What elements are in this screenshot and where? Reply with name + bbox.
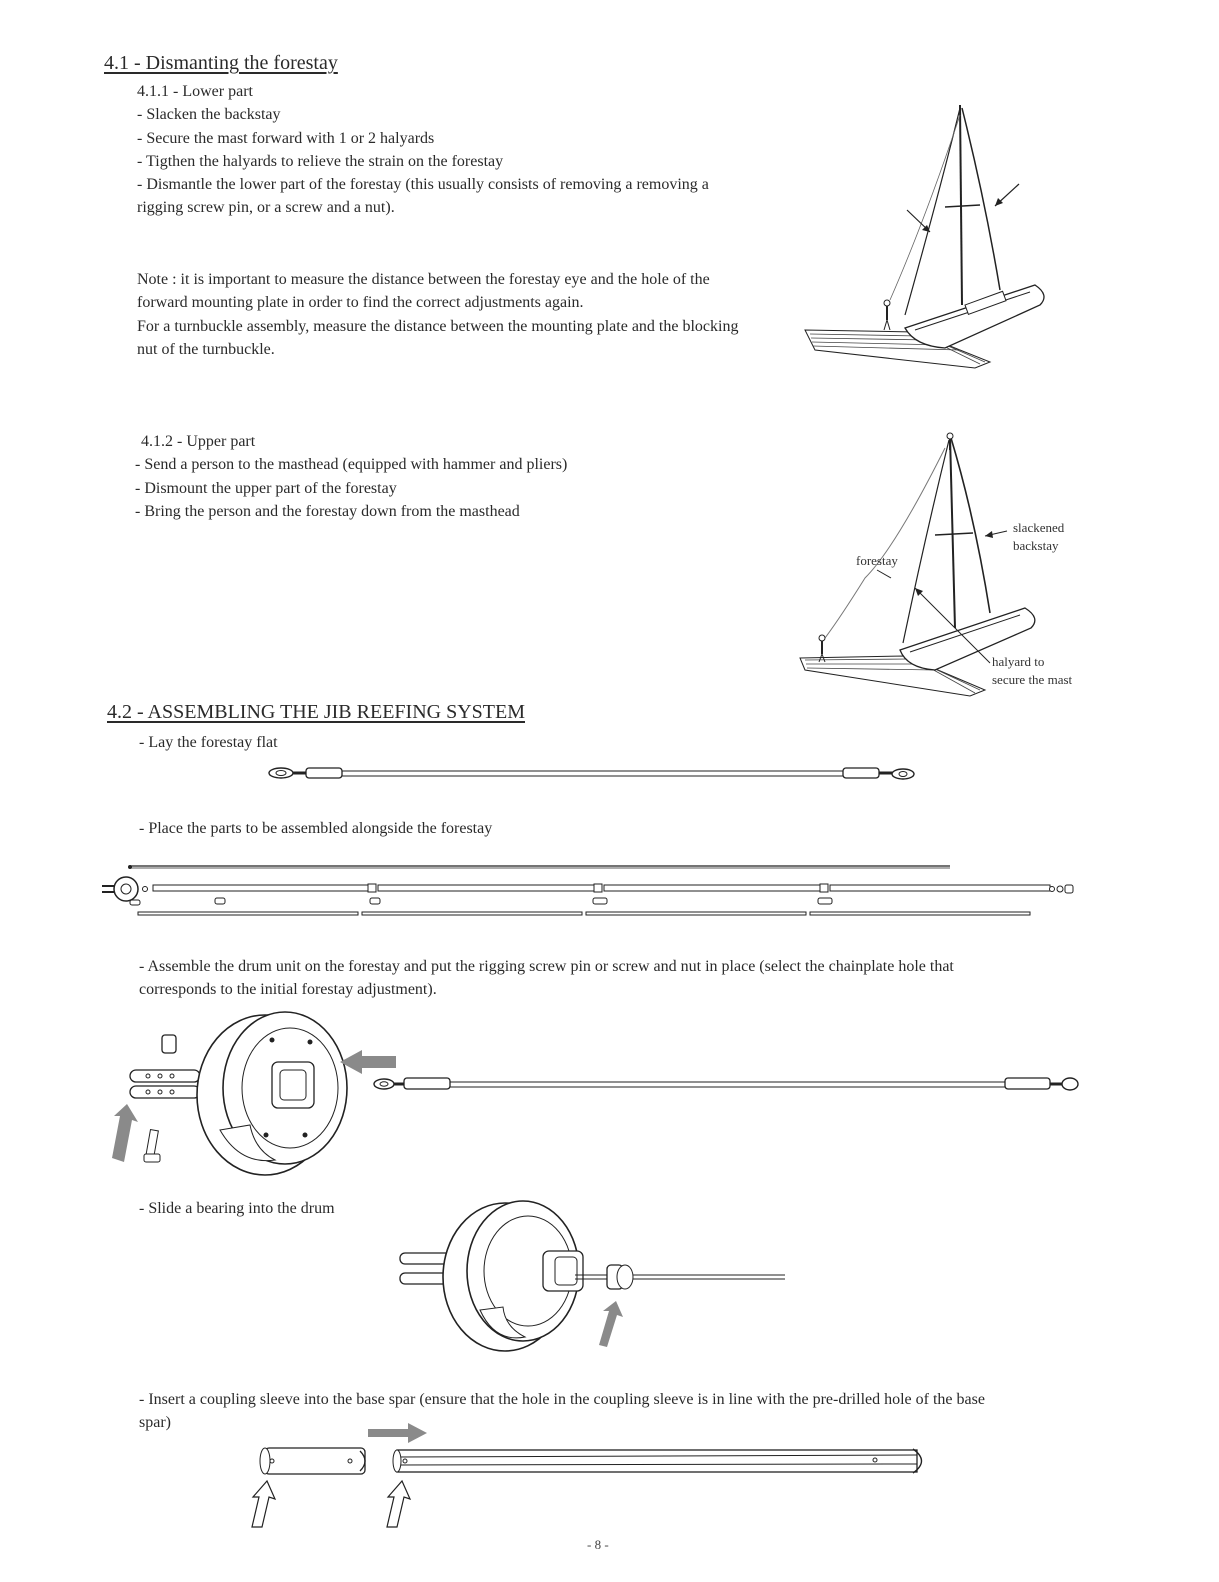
note-line-4: nut of the turnbuckle.	[137, 340, 275, 358]
pointer-forestay	[877, 570, 891, 578]
arrow-right	[368, 1423, 427, 1443]
section-heading-4-2: 4.2 - ASSEMBLING THE JIB REEFING SYSTEM	[107, 701, 525, 723]
lower-part-block	[137, 80, 797, 220]
lower-step-3: - Tigthen the halyards to relieve the strain on the forestay	[137, 152, 504, 170]
sleeve-figure	[245, 1415, 945, 1530]
backstay-line	[962, 108, 1000, 290]
outline-arrow-2	[387, 1481, 410, 1527]
lower-step-4: - Dismantle the lower part of the forestay (this usually consists of removing a removing a	[137, 176, 709, 194]
lower-step-2: - Secure the mast forward with 1 or 2 halyards	[137, 129, 435, 147]
lower-part-title: 4.1.1 - Lower part	[137, 83, 253, 100]
label-slackened-line2: backstay	[1013, 538, 1059, 553]
lower-step-4-cont: rigging screw pin, or a screw and a nut).	[137, 199, 395, 217]
lower-step-1: - Slacken the backstay	[137, 106, 281, 124]
forestay-drawing	[268, 764, 918, 786]
section-heading-4-1: 4.1 - Dismanting the forestay	[104, 52, 338, 74]
note-block	[137, 268, 797, 361]
step-bearing: - Slide a bearing into the drum	[139, 1200, 335, 1217]
label-forestay: forestay	[856, 553, 898, 568]
outline-arrow-1	[252, 1481, 275, 1527]
parts-drawing	[100, 858, 1080, 920]
dock-illustration-2	[800, 656, 985, 696]
label-slackened-line1: slackened	[1013, 520, 1065, 535]
arrow-left	[340, 1050, 396, 1074]
upper-part-title: 4.1.2 - Upper part	[141, 433, 256, 450]
drum-assembly-figure	[100, 1010, 1090, 1170]
arrow-up-diagonal	[112, 1104, 138, 1162]
label-halyard-line2: secure the mast	[992, 672, 1073, 687]
base-spar	[397, 1450, 917, 1472]
bearing-figure	[395, 1195, 795, 1355]
step-drum-line-2: corresponds to the initial forestay adjustment).	[139, 981, 437, 999]
step-place-parts: - Place the parts to be assembled alongside the forestay	[139, 820, 493, 837]
mast-line	[960, 105, 962, 305]
page-number: - 8 -	[587, 1537, 609, 1552]
step-sleeve-line-1: - Insert a coupling sleeve into the base spar (ensure that the hole in the coupling sleeve is in line with the pre-drilled hole of the base	[139, 1391, 985, 1408]
step-drum-line-1: - Assemble the drum unit on the forestay and put the rigging screw pin or screw and nut in place (select the chainplate hole that	[139, 958, 954, 975]
label-halyard-line1: halyard to	[992, 654, 1045, 669]
label-halyard	[992, 653, 1072, 689]
note-line-3: For a turnbuckle assembly, measure the distance between the mounting plate and the blocking	[137, 317, 739, 335]
step-drum-block	[139, 955, 1159, 1002]
mast-line-2	[950, 436, 955, 628]
sailboat-figure-lower	[795, 100, 1065, 375]
person-figure	[884, 300, 890, 306]
upper-part-block	[135, 430, 735, 523]
step-sleeve-line-2: spar)	[139, 1414, 171, 1432]
upper-step-3: - Bring the person and the forestay down from the masthead	[135, 502, 520, 520]
upper-step-1: - Send a person to the masthead (equipped with hammer and pliers)	[135, 456, 568, 474]
upper-step-2: - Dismount the upper part of the forestay	[135, 479, 397, 497]
label-slackened-backstay	[1013, 519, 1064, 555]
note-line-1: Note : it is important to measure the distance between the forestay eye and the hole of the	[137, 271, 710, 288]
step-lay-flat: - Lay the forestay flat	[139, 734, 278, 751]
arrow-bearing	[599, 1301, 623, 1347]
note-line-2: forward mounting plate in order to find the correct adjustments again.	[137, 294, 584, 312]
